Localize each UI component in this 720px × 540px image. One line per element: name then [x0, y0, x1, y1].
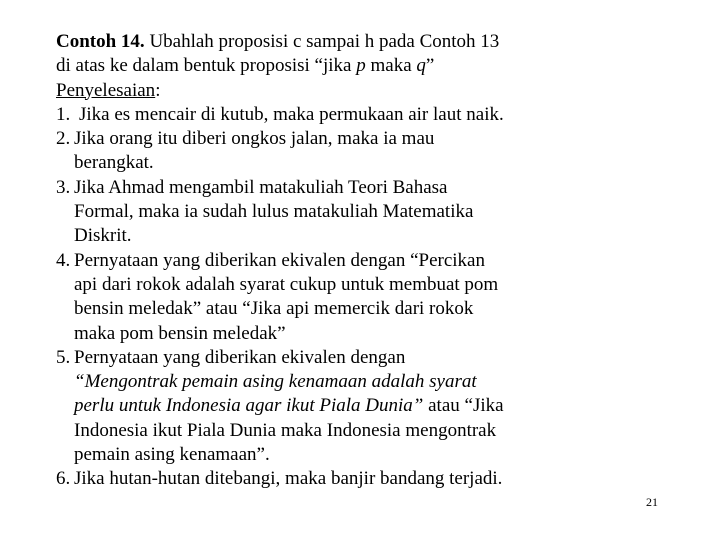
item-text: Formal, maka ia sudah lulus matakuliah Matematika [74, 201, 474, 223]
answer-item-6 [56, 467, 576, 491]
item-text: api dari rokok adalah syarat cukup untuk membuat pom [74, 273, 499, 295]
item-number: 4. [56, 249, 71, 271]
item-text: Pernyataan yang diberikan ekivalen dengan “Percikan [74, 249, 485, 271]
item-number: 1. [56, 103, 71, 125]
item-text: Jika Ahmad mengambil matakuliah Teori Bahasa [74, 176, 448, 198]
var-p: p [356, 55, 366, 77]
item-text-mixed [74, 394, 576, 418]
item-number: 2. [56, 128, 71, 150]
answer-item-4 [56, 249, 576, 346]
answer-item-1 [56, 103, 576, 127]
answer-list [56, 103, 576, 492]
item-number: 3. [56, 176, 71, 198]
example-title: Contoh 14. [56, 31, 145, 52]
instruction-text-end: ” [425, 55, 435, 77]
slide-content [56, 30, 576, 492]
example-instruction-cont [56, 54, 576, 78]
answer-item-2 [56, 127, 576, 176]
item-text: atau “Jika [423, 395, 504, 417]
answer-item-5 [56, 346, 576, 467]
var-q: q [416, 55, 426, 77]
item-text: berangkat. [74, 152, 154, 174]
item-text: bensin meledak” atau “Jika api memercik dari rokok [74, 298, 474, 320]
solution-label: Penyelesaian [56, 79, 156, 101]
item-text: maka pom bensin meledak” [74, 322, 286, 344]
item-text: Jika orang itu diberi ongkos jalan, maka ia mau [74, 128, 435, 150]
item-text: pemain asing kenamaan”. [74, 444, 270, 466]
item-text: Diskrit. [74, 225, 132, 247]
item-text-italic: perlu untuk Indonesia agar ikut Piala Dunia” [74, 395, 424, 417]
instruction-text-mid: maka [365, 55, 417, 77]
item-text: Pernyataan yang diberikan ekivalen dengan [74, 346, 406, 368]
solution-heading [56, 79, 576, 103]
item-text: Indonesia ikut Piala Dunia maka Indonesia mengontrak [74, 419, 497, 441]
answer-item-3 [56, 176, 576, 249]
page-number: 21 [646, 495, 658, 509]
instruction-text: di atas ke dalam bentuk proposisi “jika [56, 55, 357, 77]
item-text: Jika es mencair di kutub, maka permukaan air laut naik. [79, 103, 504, 125]
example-instruction: Ubahlah proposisi c sampai h pada Contoh 13 [149, 31, 500, 52]
example-heading [56, 30, 576, 54]
solution-colon: : [155, 79, 161, 101]
item-text: Jika hutan-hutan ditebangi, maka banjir bandang terjadi. [74, 468, 503, 490]
item-text-italic: “Mengontrak pemain asing kenamaan adalah syarat [74, 371, 477, 393]
item-number: 6. [56, 468, 71, 490]
item-number: 5. [56, 346, 71, 368]
